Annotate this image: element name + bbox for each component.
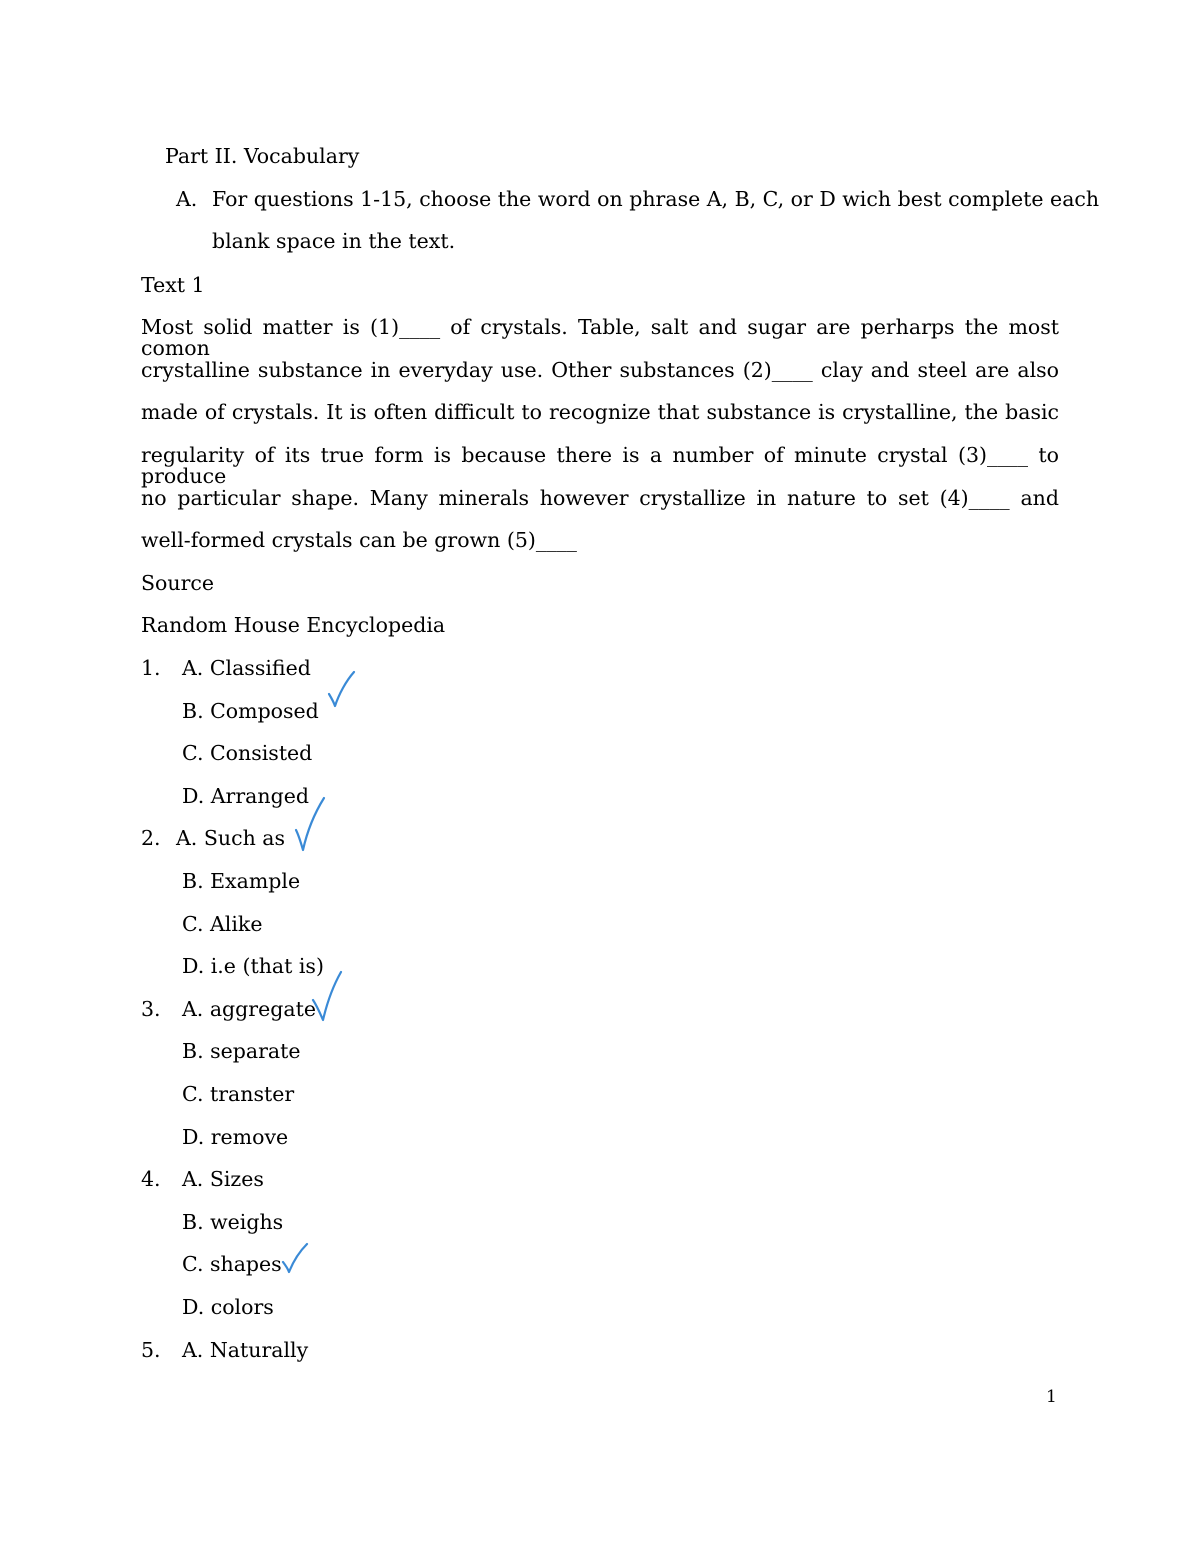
answer-option: A. Sizes bbox=[182, 1167, 264, 1191]
passage-line: Most solid matter is (1)____ of crystals. Table, salt and sugar are perharps the most comon bbox=[141, 315, 1059, 360]
answer-option: B. Composed bbox=[182, 699, 319, 723]
answer-option: C. Alike bbox=[182, 912, 263, 936]
checkmark-icon bbox=[310, 968, 344, 1024]
answer-option: A. Classified bbox=[182, 656, 311, 680]
question-number: 1. bbox=[141, 656, 161, 680]
checkmark-icon bbox=[280, 1240, 310, 1276]
source-name: Random House Encyclopedia bbox=[141, 613, 446, 637]
answer-option: A. aggregate bbox=[182, 997, 316, 1021]
answer-option: C. Consisted bbox=[182, 741, 313, 765]
answer-option: D. Arranged bbox=[182, 784, 309, 808]
answer-option: A. Naturally bbox=[182, 1338, 309, 1362]
passage-line: crystalline substance in everyday use. Other substances (2)____ clay and steel are also bbox=[141, 358, 1059, 382]
answer-option: D. colors bbox=[182, 1295, 274, 1319]
answer-option: D. remove bbox=[182, 1125, 289, 1149]
question-number: 2. bbox=[141, 826, 161, 850]
answer-option: C. transter bbox=[182, 1082, 295, 1106]
passage-line: well-formed crystals can be grown (5)____ bbox=[141, 528, 577, 552]
source-label: Source bbox=[141, 571, 215, 595]
instruction-line-2: blank space in the text. bbox=[212, 229, 456, 253]
passage-line: made of crystals. It is often difficult to recognize that substance is crystalline, the basic bbox=[141, 400, 1059, 424]
passage-line: no particular shape. Many minerals however crystallize in nature to set (4)____ and bbox=[141, 486, 1059, 510]
checkmark-icon bbox=[292, 794, 328, 854]
answer-option: B. separate bbox=[182, 1039, 301, 1063]
passage-line: regularity of its true form is because there is a number of minute crystal (3)____ to produce bbox=[141, 443, 1059, 488]
instruction-label: A. bbox=[176, 187, 198, 211]
instruction-line-1: For questions 1-15, choose the word on phrase A, B, C, or D wich best complete each bbox=[212, 187, 1100, 211]
checkmark-icon bbox=[326, 668, 358, 710]
page-number: 1 bbox=[1046, 1387, 1057, 1407]
answer-option: C. shapes bbox=[182, 1252, 282, 1276]
question-number: 4. bbox=[141, 1167, 161, 1191]
answer-option: B. Example bbox=[182, 869, 301, 893]
part-title: Part II. Vocabulary bbox=[165, 144, 360, 168]
answer-option: B. weighs bbox=[182, 1210, 284, 1234]
text-title: Text 1 bbox=[141, 273, 205, 297]
question-number: 3. bbox=[141, 997, 161, 1021]
question-number: 5. bbox=[141, 1338, 161, 1362]
answer-option: D. i.e (that is) bbox=[182, 954, 324, 978]
answer-option: A. Such as bbox=[176, 826, 286, 850]
